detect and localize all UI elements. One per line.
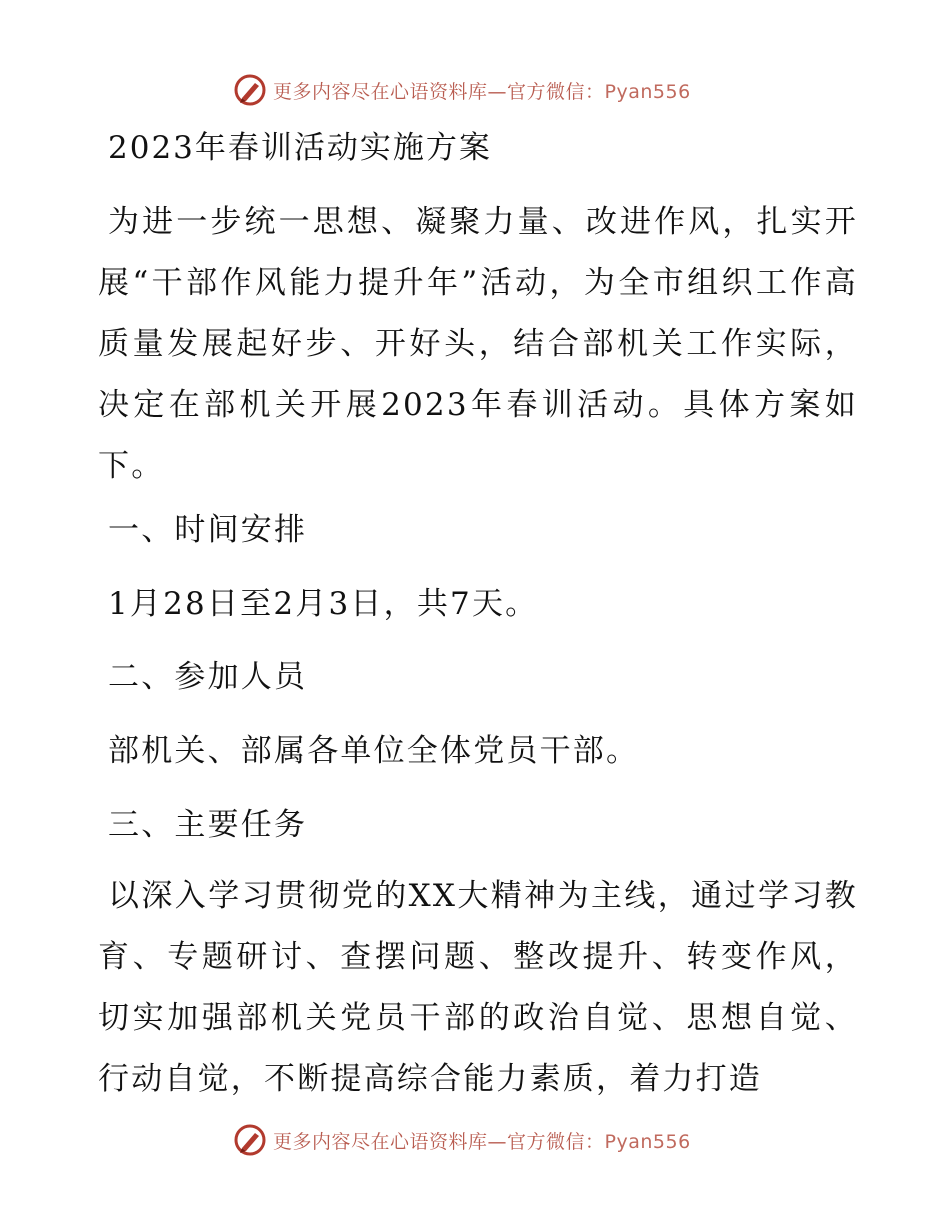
section-2-body: 部机关、部属各单位全体党员干部。 bbox=[108, 733, 640, 769]
intro-paragraph: 为进一步统一思想、凝聚力量、改进作风，扎实开展“干部作风能力提升年”活动，为全市组织工作高质量发展起好步、开好头，结合部机关工作实际，决定在部机关开展2023年春训活动。具体方案如下。 bbox=[98, 204, 858, 484]
section-1-body: 1月28日至2月3日，共7天。 bbox=[108, 586, 539, 622]
section-2-heading: 二、参加人员 bbox=[108, 659, 308, 695]
watermark-footer bbox=[233, 1122, 691, 1158]
pen-logo-icon bbox=[233, 73, 267, 107]
watermark-contact: Pyan556 bbox=[604, 1130, 691, 1153]
watermark-contact: Pyan556 bbox=[604, 80, 691, 103]
section-3-heading: 三、主要任务 bbox=[108, 807, 308, 843]
watermark-text: 更多内容尽在心语资料库—官方微信：Pyan556 bbox=[273, 80, 691, 103]
section-1-heading: 一、时间安排 bbox=[108, 512, 308, 548]
document-title: 2023年春训活动实施方案 bbox=[108, 130, 492, 166]
watermark-header bbox=[233, 72, 691, 108]
section-3-body: 以深入学习贯彻党的XX大精神为主线，通过学习教育、专题研讨、查摆问题、整改提升、转变作风，切实加强部机关党员干部的政治自觉、思想自觉、行动自觉，不断提高综合能力素质，着力打造 bbox=[98, 878, 858, 1097]
watermark-text: 更多内容尽在心语资料库—官方微信：Pyan556 bbox=[273, 1130, 691, 1153]
pen-logo-icon bbox=[233, 1123, 267, 1157]
